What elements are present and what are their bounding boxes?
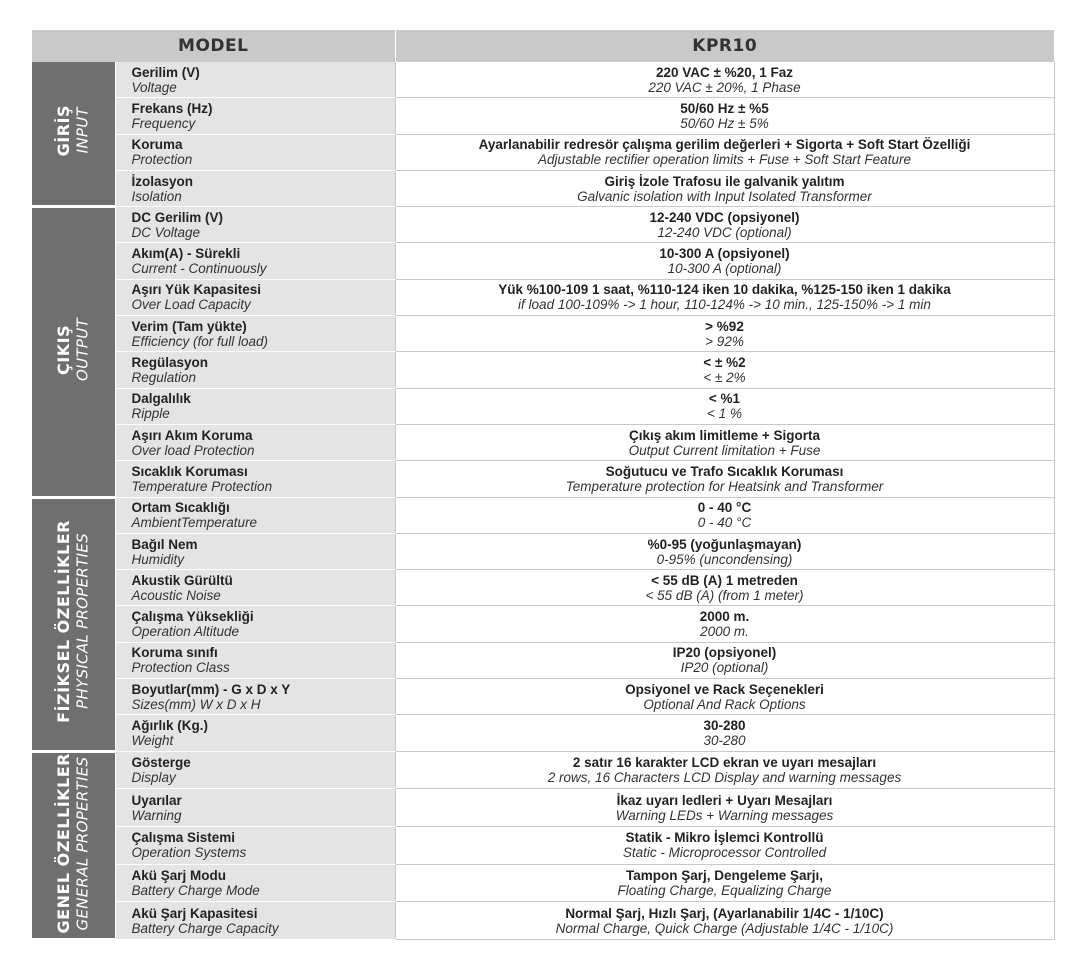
spec-row	[32, 243, 1054, 279]
group-title-en: OUTPUT	[73, 317, 92, 381]
spec-value-en: IP20 (optional)	[680, 660, 769, 676]
spec-value-cell	[395, 388, 1054, 424]
spec-value-cell	[395, 461, 1054, 497]
spec-value-cell	[395, 134, 1054, 170]
spec-row	[32, 170, 1054, 206]
spec-label-tr: Koruma	[131, 137, 183, 153]
spec-label-en: AmbientTemperature	[131, 515, 258, 531]
spec-row	[32, 642, 1054, 678]
spec-row	[32, 789, 1054, 827]
spec-value-tr: 220 VAC ± %20, 1 Faz	[656, 64, 793, 80]
spec-value-en: Galvanic isolation with Input Isolated Transformer	[577, 188, 872, 204]
spec-label-tr: Akü Şarj Kapasitesi	[131, 905, 258, 921]
spec-value-cell	[395, 606, 1054, 642]
spec-label-tr: Aşırı Yük Kapasitesi	[131, 282, 262, 298]
group-label-cell	[32, 207, 115, 497]
spec-label-en: Current - Continuously	[131, 261, 267, 277]
spec-value-cell	[395, 279, 1054, 315]
spec-label-en: Protection	[131, 152, 193, 168]
spec-value-en: if load 100-109% -> 1 hour, 110-124% -> 10 min., 125-150% -> 1 min	[518, 297, 931, 313]
spec-label-cell	[115, 606, 395, 642]
group-title-tr: GİRİŞ	[53, 105, 73, 157]
spec-label-tr: Dalgalılık	[131, 391, 191, 407]
spec-value-cell	[395, 902, 1054, 940]
spec-label-cell	[115, 279, 395, 315]
spec-label-tr: Gösterge	[131, 754, 191, 770]
spec-label-en: Battery Charge Capacity	[131, 920, 279, 936]
spec-label-cell	[115, 533, 395, 569]
group-title-tr: ÇIKIŞ	[53, 324, 73, 375]
spec-value-tr: 0 - 40 °C	[697, 500, 752, 516]
spec-label-en: Efficiency (for full load)	[131, 333, 269, 349]
spec-value-tr: IP20 (opsiyonel)	[672, 645, 777, 661]
spec-label-cell	[115, 170, 395, 206]
spec-value-tr: Soğutucu ve Trafo Sıcaklık Koruması	[605, 463, 844, 479]
group-title-en: GENERAL PROPERTIES	[73, 755, 92, 930]
spec-value-tr: < %1	[708, 391, 741, 407]
spec-label-cell	[115, 497, 395, 533]
spec-value-cell	[395, 62, 1054, 98]
group-label-cell	[32, 62, 115, 207]
spec-label-en: Acoustic Noise	[131, 587, 221, 603]
spec-label-cell	[115, 864, 395, 902]
spec-value-en: 0 - 40 °C	[697, 515, 752, 531]
group-title	[55, 520, 92, 723]
spec-label-tr: Aşırı Akım Koruma	[131, 427, 253, 443]
spec-label-tr: Akım(A) - Sürekli	[131, 246, 241, 262]
spec-value-tr: %0-95 (yoğunlaşmayan)	[647, 536, 802, 552]
spec-label-cell	[115, 902, 395, 940]
spec-label-tr: Frekans (Hz)	[131, 100, 213, 116]
spec-label-tr: Verim (Tam yükte)	[131, 318, 247, 334]
spec-label-tr: Çalışma Yüksekliği	[131, 609, 254, 625]
group-title-en: INPUT	[73, 107, 92, 155]
spec-label-en: Operation Systems	[131, 845, 247, 861]
spec-value-tr: 2 satır 16 karakter LCD ekran ve uyarı mesajları	[572, 754, 877, 770]
spec-label-cell	[115, 642, 395, 678]
spec-label-cell	[115, 461, 395, 497]
spec-label-en: Regulation	[131, 370, 197, 386]
spec-label-cell	[115, 134, 395, 170]
spec-value-cell	[395, 715, 1054, 751]
model-value-header: KPR10	[395, 30, 1054, 62]
spec-value-en: Output Current limitation + Fuse	[628, 442, 821, 458]
spec-value-tr: Yük %100-109 1 saat, %110-124 iken 10 dakika, %125-150 iken 1 dakika	[498, 282, 951, 298]
spec-row	[32, 279, 1054, 315]
spec-value-en: 50/60 Hz ± 5%	[680, 115, 769, 131]
spec-label-cell	[115, 751, 395, 789]
spec-value-en: Normal Charge, Quick Charge (Adjustable 1/4C - 1/10C)	[555, 920, 894, 936]
spec-row	[32, 388, 1054, 424]
spec-label-tr: Akü Şarj Modu	[131, 868, 227, 884]
spec-value-en: < ± 2%	[703, 370, 746, 386]
spec-label-en: Protection Class	[131, 660, 230, 676]
spec-value-tr: 12-240 VDC (opsiyonel)	[649, 209, 800, 225]
spec-value-tr: Normal Şarj, Hızlı Şarj, (Ayarlanabilir 1/4C - 1/10C)	[565, 905, 884, 921]
spec-row	[32, 98, 1054, 134]
spec-value-tr: < 55 dB (A) 1 metreden	[651, 572, 798, 588]
spec-value-en: 30-280	[703, 732, 746, 748]
spec-row	[32, 533, 1054, 569]
spec-label-tr: Gerilim (V)	[131, 64, 200, 80]
spec-row	[32, 606, 1054, 642]
group-title	[55, 318, 92, 381]
spec-label-tr: Koruma sınıfı	[131, 645, 218, 661]
group-title	[55, 753, 92, 933]
spec-value-tr: Statik - Mikro İşlemci Kontrollü	[625, 830, 824, 846]
spec-value-tr: 10-300 A (opsiyonel)	[659, 246, 790, 262]
spec-label-en: Temperature Protection	[131, 478, 273, 494]
spec-row	[32, 316, 1054, 352]
spec-label-tr: Akustik Gürültü	[131, 572, 233, 588]
spec-value-cell	[395, 642, 1054, 678]
spec-label-tr: Çalışma Sistemi	[131, 830, 236, 846]
spec-label-tr: DC Gerilim (V)	[131, 209, 224, 225]
spec-value-en: 10-300 A (optional)	[667, 261, 782, 277]
spec-value-en: Temperature protection for Heatsink and Transformer	[565, 478, 884, 494]
spec-label-tr: Bağıl Nem	[131, 536, 198, 552]
spec-label-en: Over load Protection	[131, 442, 255, 458]
spec-value-en: 2 rows, 16 Characters LCD Display and warning messages	[547, 769, 902, 785]
spec-value-en: Static - Microprocessor Controlled	[622, 845, 827, 861]
spec-label-en: Operation Altitude	[131, 624, 240, 640]
spec-row	[32, 715, 1054, 751]
spec-label-cell	[115, 388, 395, 424]
spec-body	[32, 62, 1054, 940]
spec-value-tr: Giriş İzole Trafosu ile galvanik yalıtım	[604, 173, 845, 189]
spec-value-cell	[395, 352, 1054, 388]
spec-value-en: < 1 %	[707, 406, 742, 422]
spec-value-cell	[395, 98, 1054, 134]
spec-value-cell	[395, 679, 1054, 715]
spec-row	[32, 424, 1054, 460]
spec-label-cell	[115, 715, 395, 751]
spec-label-en: Weight	[131, 732, 174, 748]
model-header: MODEL	[32, 30, 395, 62]
spec-table	[32, 30, 1055, 941]
spec-label-en: Display	[131, 769, 176, 785]
group-title-en: PHYSICAL PROPERTIES	[73, 533, 92, 710]
spec-value-tr: İkaz uyarı ledleri + Uyarı Mesajları	[616, 792, 833, 808]
spec-row	[32, 352, 1054, 388]
spec-label-en: Warning	[131, 807, 182, 823]
spec-value-tr: Opsiyonel ve Rack Seçenekleri	[625, 681, 824, 697]
spec-label-en: Frequency	[131, 115, 196, 131]
group-label-cell	[32, 751, 115, 939]
spec-label-en: Voltage	[131, 79, 177, 95]
spec-label-en: Ripple	[131, 406, 170, 422]
spec-row	[32, 864, 1054, 902]
spec-row	[32, 62, 1054, 98]
spec-value-cell	[395, 570, 1054, 606]
spec-row	[32, 679, 1054, 715]
spec-row	[32, 902, 1054, 940]
spec-value-tr: 50/60 Hz ± %5	[680, 100, 769, 116]
spec-value-cell	[395, 207, 1054, 243]
spec-label-cell	[115, 352, 395, 388]
spec-row	[32, 207, 1054, 243]
spec-value-cell	[395, 751, 1054, 789]
group-label-cell	[32, 497, 115, 751]
group-title-tr: FİZİKSEL ÖZELLİKLER	[53, 520, 73, 724]
spec-value-en: > 92%	[705, 333, 744, 349]
spec-value-cell	[395, 864, 1054, 902]
spec-label-tr: Ortam Sıcaklığı	[131, 500, 230, 516]
spec-label-tr: Regülasyon	[131, 355, 209, 371]
spec-label-tr: Sıcaklık Koruması	[131, 463, 248, 479]
spec-value-en: Floating Charge, Equalizing Charge	[617, 883, 832, 899]
spec-label-cell	[115, 570, 395, 606]
spec-value-en: Optional And Rack Options	[643, 696, 806, 712]
spec-value-cell	[395, 243, 1054, 279]
spec-value-en: < 55 dB (A) (from 1 meter)	[645, 587, 804, 603]
spec-value-en: 12-240 VDC (optional)	[657, 224, 792, 240]
spec-value-cell	[395, 424, 1054, 460]
spec-value-en: 0-95% (uncondensing)	[656, 551, 793, 567]
spec-label-tr: Uyarılar	[131, 792, 182, 808]
spec-label-cell	[115, 316, 395, 352]
spec-label-cell	[115, 679, 395, 715]
spec-value-en: Warning LEDs + Warning messages	[615, 807, 834, 823]
spec-row	[32, 134, 1054, 170]
spec-value-tr: Tampon Şarj, Dengeleme Şarjı,	[625, 868, 824, 884]
spec-value-cell	[395, 497, 1054, 533]
spec-label-tr: Boyutlar(mm) - G x D x Y	[131, 681, 291, 697]
spec-value-tr: Çıkış akım limitleme + Sigorta	[629, 427, 820, 443]
spec-value-tr: > %92	[705, 318, 744, 334]
spec-value-cell	[395, 789, 1054, 827]
spec-label-en: Battery Charge Mode	[131, 883, 260, 899]
spec-row	[32, 751, 1054, 789]
spec-value-cell	[395, 827, 1054, 865]
spec-value-cell	[395, 316, 1054, 352]
spec-label-cell	[115, 424, 395, 460]
spec-value-tr: 2000 m.	[699, 609, 750, 625]
spec-value-en: 2000 m.	[700, 624, 749, 640]
spec-label-en: DC Voltage	[131, 224, 201, 240]
spec-label-cell	[115, 98, 395, 134]
group-title	[55, 105, 92, 156]
spec-label-en: Isolation	[131, 188, 182, 204]
spec-label-cell	[115, 62, 395, 98]
spec-label-tr: Ağırlık (Kg.)	[131, 717, 208, 733]
spec-label-cell	[115, 243, 395, 279]
spec-value-tr: < ± %2	[703, 355, 746, 371]
spec-row	[32, 827, 1054, 865]
spec-value-cell	[395, 170, 1054, 206]
spec-value-en: Adjustable rectifier operation limits + Fuse + Soft Start Feature	[538, 152, 911, 168]
spec-row	[32, 497, 1054, 533]
spec-label-en: Sizes(mm) W x D x H	[131, 696, 261, 712]
spec-label-tr: İzolasyon	[131, 173, 194, 189]
spec-value-en: 220 VAC ± 20%, 1 Phase	[648, 79, 801, 95]
spec-row	[32, 570, 1054, 606]
spec-label-cell	[115, 789, 395, 827]
spec-label-en: Over Load Capacity	[131, 297, 251, 313]
spec-value-tr: 30-280	[703, 717, 746, 733]
spec-row	[32, 461, 1054, 497]
spec-label-en: Humidity	[131, 551, 185, 567]
spec-value-cell	[395, 533, 1054, 569]
spec-label-cell	[115, 207, 395, 243]
group-title-tr: GENEL ÖZELLİKLER	[53, 752, 73, 934]
header-row	[32, 30, 1054, 62]
spec-label-cell	[115, 827, 395, 865]
spec-value-tr: Ayarlanabilir redresör çalışma gerilim değerleri + Sigorta + Soft Start Özelliği	[478, 137, 971, 153]
